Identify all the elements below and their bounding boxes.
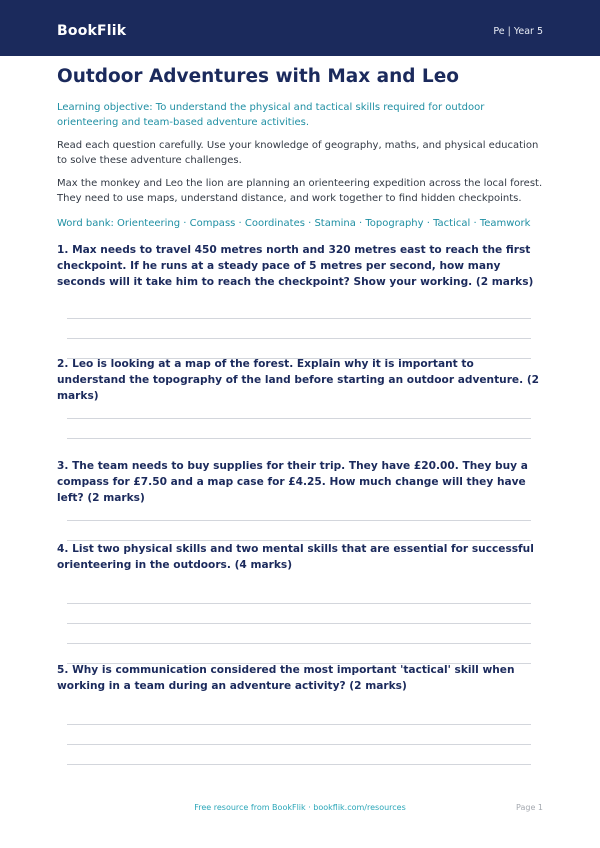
answer-line[interactable] xyxy=(67,318,531,319)
question-1: 1. Max needs to travel 450 metres north and 320 metres east to reach the first checkpoint. If he runs at a steady pace of 5 metres per second, how many seconds will it take him to reach the checkpoint? Show your working. (2 marks) xyxy=(57,244,534,288)
answer-line[interactable] xyxy=(67,744,531,745)
brand-logo: BookFlik xyxy=(57,23,127,39)
intro-text: Max the monkey and Leo the lion are planning an orienteering expedition across the local forest. They need to use maps, understand distance, and work together to find hidden checkpoints. xyxy=(57,178,543,204)
instructions-text: Read each question carefully. Use your knowledge of geography, maths, and physical education to solve these adventure challenges. xyxy=(57,140,539,166)
question-3: 3. The team needs to buy supplies for their trip. They have £20.00. They buy a compass for £7.50 and a map case for £4.25. How much change will they have left? (2 marks) xyxy=(57,460,528,504)
answer-line[interactable] xyxy=(67,724,531,725)
answer-line[interactable] xyxy=(67,438,531,439)
answer-line[interactable] xyxy=(67,338,531,339)
page-number: Page 1 xyxy=(516,803,543,812)
answer-line[interactable] xyxy=(67,418,531,419)
footer-credit: Free resource from BookFlik · bookflik.com/resources xyxy=(194,803,406,812)
question-4: 4. List two physical skills and two mental skills that are essential for successful orienteering in the outdoors. (4 marks) xyxy=(57,543,534,571)
header-bar xyxy=(0,0,600,56)
subject-year-label: Pe | Year 5 xyxy=(493,26,543,37)
page-title: Outdoor Adventures with Max and Leo xyxy=(57,66,459,87)
word-bank: Word bank: Orienteering · Compass · Coordinates · Stamina · Topography · Tactical · Teamwork xyxy=(57,218,531,229)
worksheet-intro xyxy=(57,64,543,231)
answer-line[interactable] xyxy=(67,520,531,521)
question-2: 2. Leo is looking at a map of the forest. Explain why it is important to understand the topography of the land before starting an outdoor adventure. (2 marks) xyxy=(57,358,540,402)
answer-line[interactable] xyxy=(67,603,531,604)
answer-line[interactable] xyxy=(67,623,531,624)
question-5: 5. Why is communication considered the most important 'tactical' skill when working in a team during an adventure activity? (2 marks) xyxy=(57,664,515,692)
learning-objective: Learning objective: To understand the physical and tactical skills required for outdoor orienteering and team-based adventure activities. xyxy=(57,102,485,128)
answer-line[interactable] xyxy=(67,764,531,765)
answer-line[interactable] xyxy=(67,643,531,644)
